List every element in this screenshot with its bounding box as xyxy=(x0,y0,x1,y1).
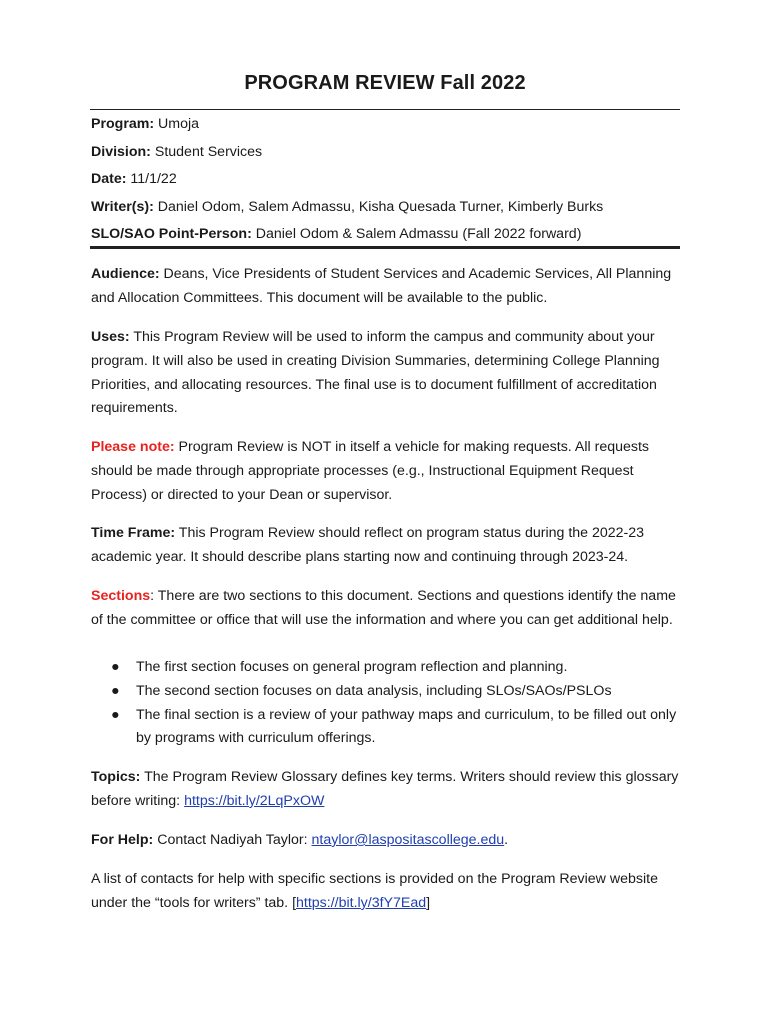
sections-label: Sections xyxy=(91,588,151,604)
topics-text: The Program Review Glossary defines key terms. Writers should review this glossary before writing: xyxy=(91,769,679,809)
contacts-paragraph xyxy=(91,868,686,916)
list-item-text: The final section is a review of your pathway maps and curriculum, to be filled out only by programs with curriculum offerings. xyxy=(136,706,677,747)
bullet-icon: ● xyxy=(111,682,120,699)
audience-label: Audience: xyxy=(91,266,160,282)
topics-label: Topics: xyxy=(91,769,141,785)
date-value: 11/1/22 xyxy=(126,171,177,187)
audience-paragraph xyxy=(91,263,686,311)
uses-paragraph xyxy=(91,326,686,421)
title-divider xyxy=(90,109,680,110)
topics-paragraph xyxy=(91,766,686,814)
sections-text: : There are two sections to this document. Sections and questions identify the name of the committee or office that will use the information and where you can get additional help. xyxy=(91,588,676,628)
timeframe-text: This Program Review should reflect on program status during the 2022-23 academic year. It should describe plans starting now and continuing through 2023-24. xyxy=(91,525,645,565)
email-link[interactable]: ntaylor@laspositascollege.edu xyxy=(311,832,505,848)
list-item xyxy=(91,704,686,752)
note-paragraph xyxy=(91,436,686,507)
sections-list xyxy=(91,656,686,751)
help-label: For Help: xyxy=(91,832,154,848)
sections-paragraph xyxy=(91,585,686,633)
writers-label: Writer(s): xyxy=(91,199,154,215)
help-paragraph xyxy=(91,829,686,853)
date-line xyxy=(91,170,177,188)
program-label: Program: xyxy=(91,116,155,132)
uses-label: Uses: xyxy=(91,329,130,345)
glossary-link[interactable]: https://bit.ly/2LqPxOW xyxy=(184,792,325,809)
writers-line xyxy=(91,198,603,216)
uses-text: This Program Review will be used to inform the campus and community about your program. It will also be used in creating Division Summaries, determining College Planning Priorities, and allocating resources. The final use is to document fulfillment of accreditation requirements. xyxy=(91,329,660,417)
slo-value: Daniel Odom & Salem Admassu (Fall 2022 forward) xyxy=(251,226,582,242)
division-label: Division: xyxy=(91,144,151,160)
note-label: Please note: xyxy=(91,439,175,455)
timeframe-label: Time Frame: xyxy=(91,525,176,541)
note-text: Program Review is NOT in itself a vehicle for making requests. All requests should be made through appropriate processes (e.g., Instructional Equipment Request Process) or directed to your Dean or supervisor. xyxy=(91,439,650,503)
writers-value: Daniel Odom, Salem Admassu, Kisha Quesada Turner, Kimberly Burks xyxy=(153,199,604,215)
list-item xyxy=(91,680,686,704)
division-value: Student Services xyxy=(150,144,263,160)
help-text: Contact Nadiyah Taylor: xyxy=(153,832,312,848)
page-title: PROGRAM REVIEW Fall 2022 xyxy=(244,72,526,94)
slo-label: SLO/SAO Point-Person: xyxy=(91,226,252,242)
timeframe-paragraph xyxy=(91,522,686,570)
header-divider xyxy=(90,246,680,249)
list-item-text: The first section focuses on general program reflection and planning. xyxy=(136,659,568,675)
contacts-after: ] xyxy=(426,894,431,911)
date-label: Date: xyxy=(91,171,127,187)
program-line xyxy=(91,115,199,133)
help-after: . xyxy=(504,832,509,848)
slo-point-person-line xyxy=(91,225,581,243)
tools-link[interactable]: https://bit.ly/3fY7Ead xyxy=(296,894,427,911)
division-line xyxy=(91,143,262,161)
list-item-text: The second section focuses on data analysis, including SLOs/SAOs/PSLOs xyxy=(136,682,612,699)
bullet-icon: ● xyxy=(111,659,120,675)
contacts-text: A list of contacts for help with specific sections is provided on the Program Review website under the “tools for writers” tab. [ xyxy=(91,871,658,911)
list-item xyxy=(91,656,686,680)
bullet-icon: ● xyxy=(111,706,120,723)
program-value: Umoja xyxy=(154,116,200,132)
audience-text: Deans, Vice Presidents of Student Services and Academic Services, All Planning and Allocation Committees. This document will be available to the public. xyxy=(91,266,672,306)
